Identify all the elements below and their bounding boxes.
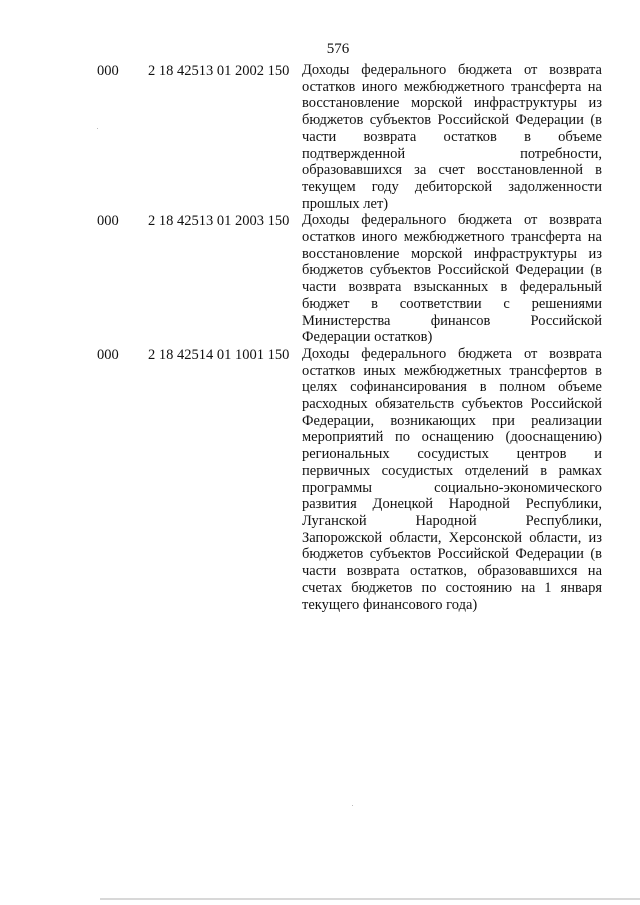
description-line: Доходы федерального бюджета от возврата <box>302 62 602 78</box>
income-description <box>302 346 602 613</box>
scan-bottom-edge <box>100 898 640 900</box>
description-line: Запорожской области, Херсонской области, из <box>302 529 602 546</box>
description-line: подтвержденной потребности, <box>302 145 602 162</box>
scan-speck <box>97 128 98 129</box>
admin-code: 000 <box>97 213 119 230</box>
description-line: бюджетов субъектов Российской Федерации (в <box>302 112 602 129</box>
description-line: части возврата остатков в объеме <box>302 128 602 145</box>
description-line: Доходы федерального бюджета от возврата <box>302 345 602 362</box>
description-line: остатков иного межбюджетного трансферта на <box>302 229 602 246</box>
admin-code: 000 <box>97 346 119 363</box>
description-line: бюджетов субъектов Российской Федерации (в <box>302 262 602 279</box>
admin-code: 000 <box>97 63 119 79</box>
description-line: образовавшихся за счет восстановленной в <box>302 162 602 179</box>
description-line: восстановление морской инфраструктуры из <box>302 245 602 262</box>
scan-speck <box>352 805 353 806</box>
description-line: части возврата остатков, образовавшихся на <box>302 563 602 580</box>
description-line: восстановление морской инфраструктуры из <box>302 95 602 112</box>
description-line: остатков иного межбюджетного трансферта на <box>302 78 602 95</box>
budget-codes-table <box>0 62 640 613</box>
budget-classification-code: 2 18 42513 01 2002 150 <box>148 63 290 79</box>
description-line: целях софинансирования в полном объеме <box>302 379 602 396</box>
description-line: программы социально-экономического <box>302 479 602 496</box>
description-line: счетах бюджетов по состоянию на 1 января <box>302 579 602 596</box>
description-line: Луганской Народной Республики, <box>302 512 602 529</box>
description-line: остатков иных межбюджетных трансфертов в <box>302 362 602 379</box>
budget-classification-code: 2 18 42514 01 1001 150 <box>148 346 290 363</box>
description-line: первичных сосудистых отделений в рамках <box>302 462 602 479</box>
description-line: текущем году дебиторской задолженности <box>302 178 602 195</box>
description-line: части возврата взысканных в федеральный <box>302 279 602 296</box>
table-row <box>0 62 640 212</box>
description-line: бюджетов субъектов Российской Федерации (в <box>302 546 602 563</box>
page-number: 576 <box>326 41 350 57</box>
description-line: региональных сосудистых центров и <box>302 446 602 463</box>
table-row <box>0 212 640 346</box>
income-description <box>302 62 602 212</box>
description-line: Федерации остатков) <box>302 329 433 346</box>
description-line: прошлых лет) <box>302 195 389 212</box>
description-line: текущего финансового года) <box>302 596 478 613</box>
table-row <box>0 346 640 613</box>
description-line: мероприятий по оснащению (дооснащению) <box>302 429 602 446</box>
description-line: бюджет в соответствии с решениями <box>302 295 602 312</box>
income-description <box>302 212 602 346</box>
description-line: Федерации, возникающих при реализации <box>302 412 602 429</box>
description-line: развития Донецкой Народной Республики, <box>302 496 602 513</box>
description-line: Министерства финансов Российской <box>302 312 602 329</box>
description-line: расходных обязательств субъектов Российской <box>302 396 602 413</box>
description-line: Доходы федерального бюджета от возврата <box>302 212 602 229</box>
budget-classification-code: 2 18 42513 01 2003 150 <box>148 213 290 230</box>
